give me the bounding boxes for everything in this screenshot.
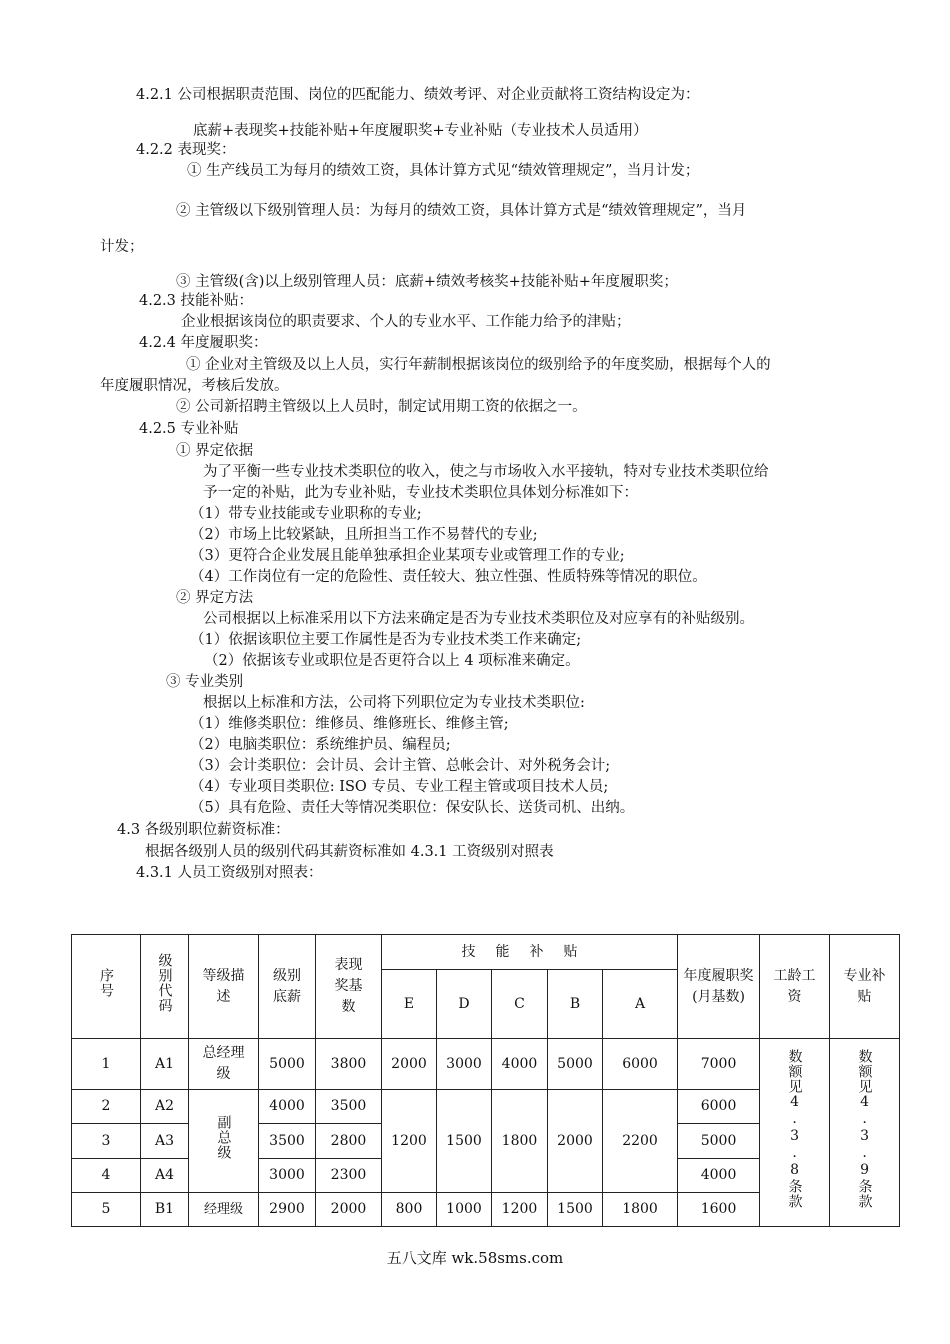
skill-level-c: C	[492, 970, 548, 1039]
heading-4-2-3: 4.2.3 技能补贴：	[139, 293, 254, 309]
header-grade: 等级描述	[189, 935, 259, 1039]
seniority-note: 数额见4.3.8条款	[760, 1039, 830, 1227]
skill-level-b: B	[548, 970, 603, 1039]
row-code: B1	[141, 1193, 189, 1227]
row-skill-e: 2000	[382, 1039, 437, 1090]
method-1: （1）依据该职位主要工作属性是否为专业技术类工作来确定;	[190, 632, 582, 648]
row-bonus: 2000	[316, 1193, 382, 1227]
definition-basis-line2: 予一定的补贴，此为专业补贴，专业技术类职位具体划分标准如下：	[203, 485, 638, 501]
header-annual: 年度履职奖(月基数)	[678, 935, 760, 1039]
criterion-3: （3）更符合企业发展且能单独承担企业某项专业或管理工作的专业;	[190, 548, 625, 564]
header-base: 级别底薪	[259, 935, 316, 1039]
row-skill-c: 1800	[492, 1090, 548, 1193]
definition-method-text: 公司根据以上标准采用以下方法来确定是否为专业技术类职位及对应享有的补贴级别。	[203, 611, 754, 627]
professional-category-text: 根据以上标准和方法，公司将下列职位定为专业技术类职位:	[203, 695, 585, 711]
row-skill-b: 5000	[548, 1039, 603, 1090]
row-no: 3	[72, 1124, 141, 1159]
salary-grade-table	[71, 934, 900, 1227]
heading-4-2-2: 4.2.2 表现奖：	[136, 142, 236, 158]
row-annual: 4000	[678, 1159, 760, 1193]
row-base: 5000	[259, 1039, 316, 1090]
criterion-2: （2）市场上比较紧缺，且所担当工作不易替代的专业;	[190, 527, 538, 543]
item-4-2-2-2-line2: 计发；	[100, 239, 144, 255]
category-1: （1）维修类职位：维修员、维修班长、维修主管;	[190, 716, 509, 732]
row-annual: 6000	[678, 1090, 760, 1124]
row-skill-c: 4000	[492, 1039, 548, 1090]
criterion-4: （4）工作岗位有一定的危险性、责任较大、独立性强、性质特殊等情况的职位。	[190, 569, 707, 585]
header-bonus: 表现奖基数	[316, 935, 382, 1039]
definition-basis-line1: 为了平衡一些专业技术类职位的收入，使之与市场收入水平接轨，特对专业技术类职位给	[203, 464, 769, 480]
category-5: （5）具有危险、责任大等情况类职位：保安队长、送货司机、出纳。	[190, 800, 635, 816]
method-2: （2）依据该专业或职位是否更符合以上 4 项标准来确定。	[204, 653, 580, 669]
item-4-2-4-2: ② 公司新招聘主管级以上人员时，制定试用期工资的依据之一。	[176, 399, 587, 415]
row-base: 4000	[259, 1090, 316, 1124]
row-base: 3500	[259, 1124, 316, 1159]
header-skill-allowance: 技能补贴	[382, 935, 678, 970]
item-4-2-2-3: ③ 主管级(含)以上级别管理人员：底薪+绩效考核奖+技能补贴+年度履职奖；	[176, 274, 678, 290]
row-skill-c: 1200	[492, 1193, 548, 1227]
skill-level-d: D	[437, 970, 492, 1039]
skill-level-a: A	[603, 970, 678, 1039]
category-2: （2）电脑类职位：系统维护员、编程员;	[190, 737, 451, 753]
row-code: A4	[141, 1159, 189, 1193]
row-annual: 5000	[678, 1124, 760, 1159]
row-code: A1	[141, 1039, 189, 1090]
row-no: 5	[72, 1193, 141, 1227]
row-bonus: 2800	[316, 1124, 382, 1159]
row-skill-a: 2200	[603, 1090, 678, 1193]
skill-level-e: E	[382, 970, 437, 1039]
heading-4-3-1: 4.3.1 人员工资级别对照表：	[136, 865, 323, 881]
footer-watermark: 五八文库 wk.58sms.com	[386, 1249, 564, 1267]
salary-structure-formula: 底薪+表现奖+技能补贴+年度履职奖+专业补贴（专业技术人员适用）	[193, 123, 648, 139]
header-special: 专业补贴	[830, 935, 900, 1039]
criterion-1: （1）带专业技能或专业职称的专业;	[190, 506, 422, 522]
row-skill-b: 2000	[548, 1090, 603, 1193]
header-code: 级别代码	[141, 935, 189, 1039]
row-base: 2900	[259, 1193, 316, 1227]
subheading-definition-basis: ① 界定依据	[176, 443, 254, 459]
header-seniority: 工龄工资	[760, 935, 830, 1039]
subheading-definition-method: ② 界定方法	[176, 590, 254, 606]
subheading-professional-category: ③ 专业类别	[166, 674, 244, 690]
row-no: 1	[72, 1039, 141, 1090]
row-skill-b: 1500	[548, 1193, 603, 1227]
item-4-2-3: 企业根据该岗位的职责要求、个人的专业水平、工作能力给予的津贴；	[181, 314, 631, 330]
row-skill-e: 1200	[382, 1090, 437, 1193]
row-bonus: 2300	[316, 1159, 382, 1193]
row-code: A3	[141, 1124, 189, 1159]
row-no: 2	[72, 1090, 141, 1124]
row-base: 3000	[259, 1159, 316, 1193]
row-grade: 经理级	[189, 1193, 259, 1227]
item-4-2-2-2-line1: ② 主管级以下级别管理人员：为每月的绩效工资，具体计算方式是“绩效管理规定”，当月	[176, 203, 747, 219]
heading-4-2-5: 4.2.5 专业补贴	[139, 421, 239, 437]
item-4-2-4-1-line2: 年度履职情况，考核后发放。	[100, 378, 289, 394]
item-4-2-2-1: ① 生产线员工为每月的绩效工资，具体计算方式见“绩效管理规定”，当月计发；	[187, 163, 700, 179]
row-skill-a: 6000	[603, 1039, 678, 1090]
table-row	[72, 1039, 900, 1090]
section-4-3-text: 根据各级别人员的级别代码其薪资标准如 4.3.1 工资级别对照表	[145, 844, 554, 860]
row-skill-a: 1800	[603, 1193, 678, 1227]
row-bonus: 3800	[316, 1039, 382, 1090]
special-note: 数额见4.3.9条款	[830, 1039, 900, 1227]
row-skill-d: 1500	[437, 1090, 492, 1193]
row-skill-d: 3000	[437, 1039, 492, 1090]
row-bonus: 3500	[316, 1090, 382, 1124]
heading-4-3: 4.3 各级别职位薪资标准：	[117, 822, 290, 838]
line-4-2-1: 4.2.1 公司根据职责范围、岗位的匹配能力、绩效考评、对企业贡献将工资结构设定为：	[136, 87, 700, 103]
item-4-2-4-1-line1: ① 企业对主管级及以上人员，实行年薪制根据该岗位的级别给予的年度奖励，根据每个人的	[186, 357, 771, 373]
row-skill-e: 800	[382, 1193, 437, 1227]
category-3: （3）会计类职位：会计员、会计主管、总帐会计、对外税务会计;	[190, 758, 611, 774]
row-no: 4	[72, 1159, 141, 1193]
row-annual: 1600	[678, 1193, 760, 1227]
header-no: 序号	[72, 935, 141, 1039]
row-grade: 总经理级	[189, 1039, 259, 1090]
row-skill-d: 1000	[437, 1193, 492, 1227]
row-grade: 副总级	[189, 1090, 259, 1193]
row-annual: 7000	[678, 1039, 760, 1090]
category-4: （4）专业项目类职位: ISO 专员、专业工程主管或项目技术人员;	[190, 779, 609, 795]
heading-4-2-4: 4.2.4 年度履职奖：	[139, 335, 268, 351]
row-code: A2	[141, 1090, 189, 1124]
